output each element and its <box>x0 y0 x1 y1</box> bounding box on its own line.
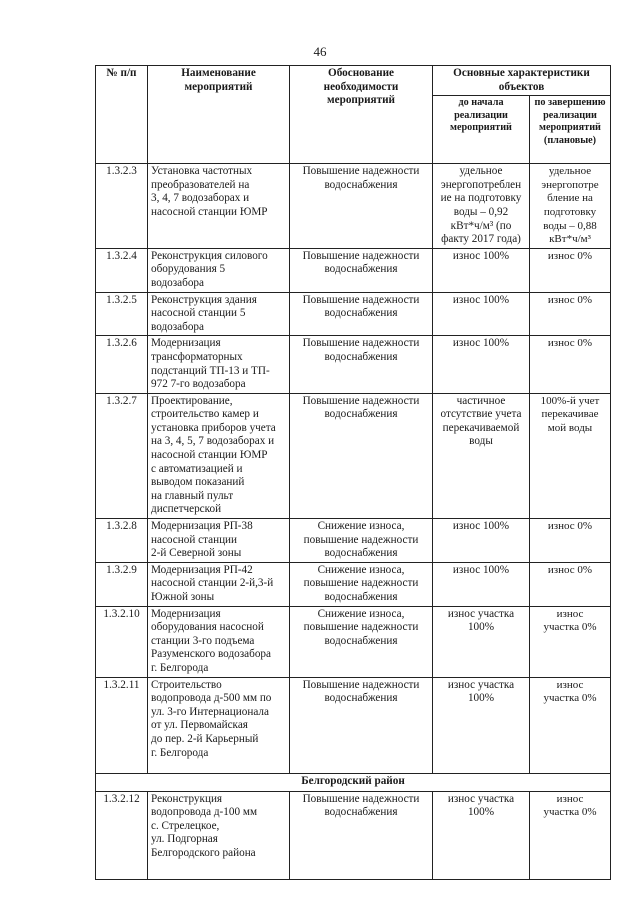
cell-name: Проектирование, строительство камер и установка приборов учета на 3, 4, 5, 7 водозаборах и насосной станции ЮМР с автоматизацией и выводом показаний на главный пульт диспетчерской <box>148 393 290 518</box>
cell-justification: Повышение надежности водоснабжения <box>290 393 433 518</box>
cell-after: износ 0% <box>530 562 611 606</box>
cell-before: износ участка 100% <box>433 606 530 677</box>
cell-before: износ 100% <box>433 562 530 606</box>
cell-name: Модернизация оборудования насосной станции 3-го подъема Разуменского водозабора г. Белгорода <box>148 606 290 677</box>
cell-justification: Повышение надежности водоснабжения <box>290 791 433 879</box>
table-row <box>96 791 611 879</box>
cell-before: износ участка 100% <box>433 677 530 773</box>
cell-num: 1.3.2.4 <box>96 248 148 292</box>
cell-num: 1.3.2.10 <box>96 606 148 677</box>
table-row <box>96 562 611 606</box>
table-body <box>96 164 611 773</box>
table-row <box>96 336 611 393</box>
cell-before: износ 100% <box>433 519 530 563</box>
cell-num: 1.3.2.8 <box>96 519 148 563</box>
cell-num: 1.3.2.5 <box>96 292 148 336</box>
cell-after: износ 0% <box>530 292 611 336</box>
table-body-region <box>96 791 611 879</box>
region-label: Белгородский район <box>96 773 611 791</box>
table-row <box>96 677 611 773</box>
header-after: по завершению реализации мероприятий (плановые) <box>530 96 611 164</box>
cell-num: 1.3.2.9 <box>96 562 148 606</box>
cell-num: 1.3.2.6 <box>96 336 148 393</box>
cell-name: Модернизация трансформаторных подстанций ТП-13 и ТП- 972 7-го водозабора <box>148 336 290 393</box>
table-row <box>96 248 611 292</box>
cell-before: износ 100% <box>433 336 530 393</box>
cell-name: Установка частотных преобразователей на 3, 4, 7 водозаборах и насосной станции ЮМР <box>148 164 290 249</box>
cell-justification: Снижение износа, повышение надежности водоснабжения <box>290 519 433 563</box>
cell-name: Реконструкция водопровода д-100 мм с. Стрелецкое, ул. Подгорная Белгородского района <box>148 791 290 879</box>
cell-justification: Снижение износа, повышение надежности водоснабжения <box>290 562 433 606</box>
cell-before: износ участка 100% <box>433 791 530 879</box>
header-row <box>96 66 611 96</box>
cell-after: износ 0% <box>530 519 611 563</box>
table-row <box>96 393 611 518</box>
cell-justification: Снижение износа, повышение надежности водоснабжения <box>290 606 433 677</box>
region-row <box>96 773 611 791</box>
page-number: 46 <box>313 44 327 59</box>
cell-num: 1.3.2.7 <box>96 393 148 518</box>
cell-num: 1.3.2.11 <box>96 677 148 773</box>
cell-before: удельное энергопотреблен ие на подготовку воды – 0,92 кВт*ч/м³ (по факту 2017 года) <box>433 164 530 249</box>
table-row <box>96 519 611 563</box>
header-before: до начала реализации мероприятий <box>433 96 530 164</box>
header-characteristics: Основные характеристики объектов <box>433 66 611 96</box>
cell-name: Реконструкция здания насосной станции 5 водозабора <box>148 292 290 336</box>
cell-after: износ 0% <box>530 336 611 393</box>
cell-after: износ участка 0% <box>530 677 611 773</box>
header-name: Наименование мероприятий <box>148 66 290 164</box>
cell-after: износ участка 0% <box>530 606 611 677</box>
cell-name: Строительство водопровода д-500 мм по ул. 3-го Интернационала от ул. Первомайская до пер. 2-й Карьерный г. Белгорода <box>148 677 290 773</box>
cell-justification: Повышение надежности водоснабжения <box>290 292 433 336</box>
cell-after: 100%-й учет перекачивае мой воды <box>530 393 611 518</box>
cell-num: 1.3.2.12 <box>96 791 148 879</box>
cell-justification: Повышение надежности водоснабжения <box>290 677 433 773</box>
cell-after: износ участка 0% <box>530 791 611 879</box>
header-num: № п/п <box>96 66 148 164</box>
table-row <box>96 164 611 249</box>
cell-before: износ 100% <box>433 248 530 292</box>
cell-after: удельное энергопотре бление на подготовку воды – 0,88 кВт*ч/м³ <box>530 164 611 249</box>
header-justification: Обоснование необходимости мероприятий <box>290 66 433 164</box>
cell-name: Реконструкция силового оборудования 5 водозабора <box>148 248 290 292</box>
cell-name: Модернизация РП-42 насосной станции 2-й,3-й Южной зоны <box>148 562 290 606</box>
table-row <box>96 292 611 336</box>
cell-after: износ 0% <box>530 248 611 292</box>
cell-justification: Повышение надежности водоснабжения <box>290 336 433 393</box>
table-row <box>96 606 611 677</box>
cell-name: Модернизация РП-38 насосной станции 2-й Северной зоны <box>148 519 290 563</box>
cell-justification: Повышение надежности водоснабжения <box>290 248 433 292</box>
cell-before: износ 100% <box>433 292 530 336</box>
cell-num: 1.3.2.3 <box>96 164 148 249</box>
measures-table <box>95 65 611 880</box>
cell-before: частичное отсутствие учета перекачиваемой воды <box>433 393 530 518</box>
cell-justification: Повышение надежности водоснабжения <box>290 164 433 249</box>
